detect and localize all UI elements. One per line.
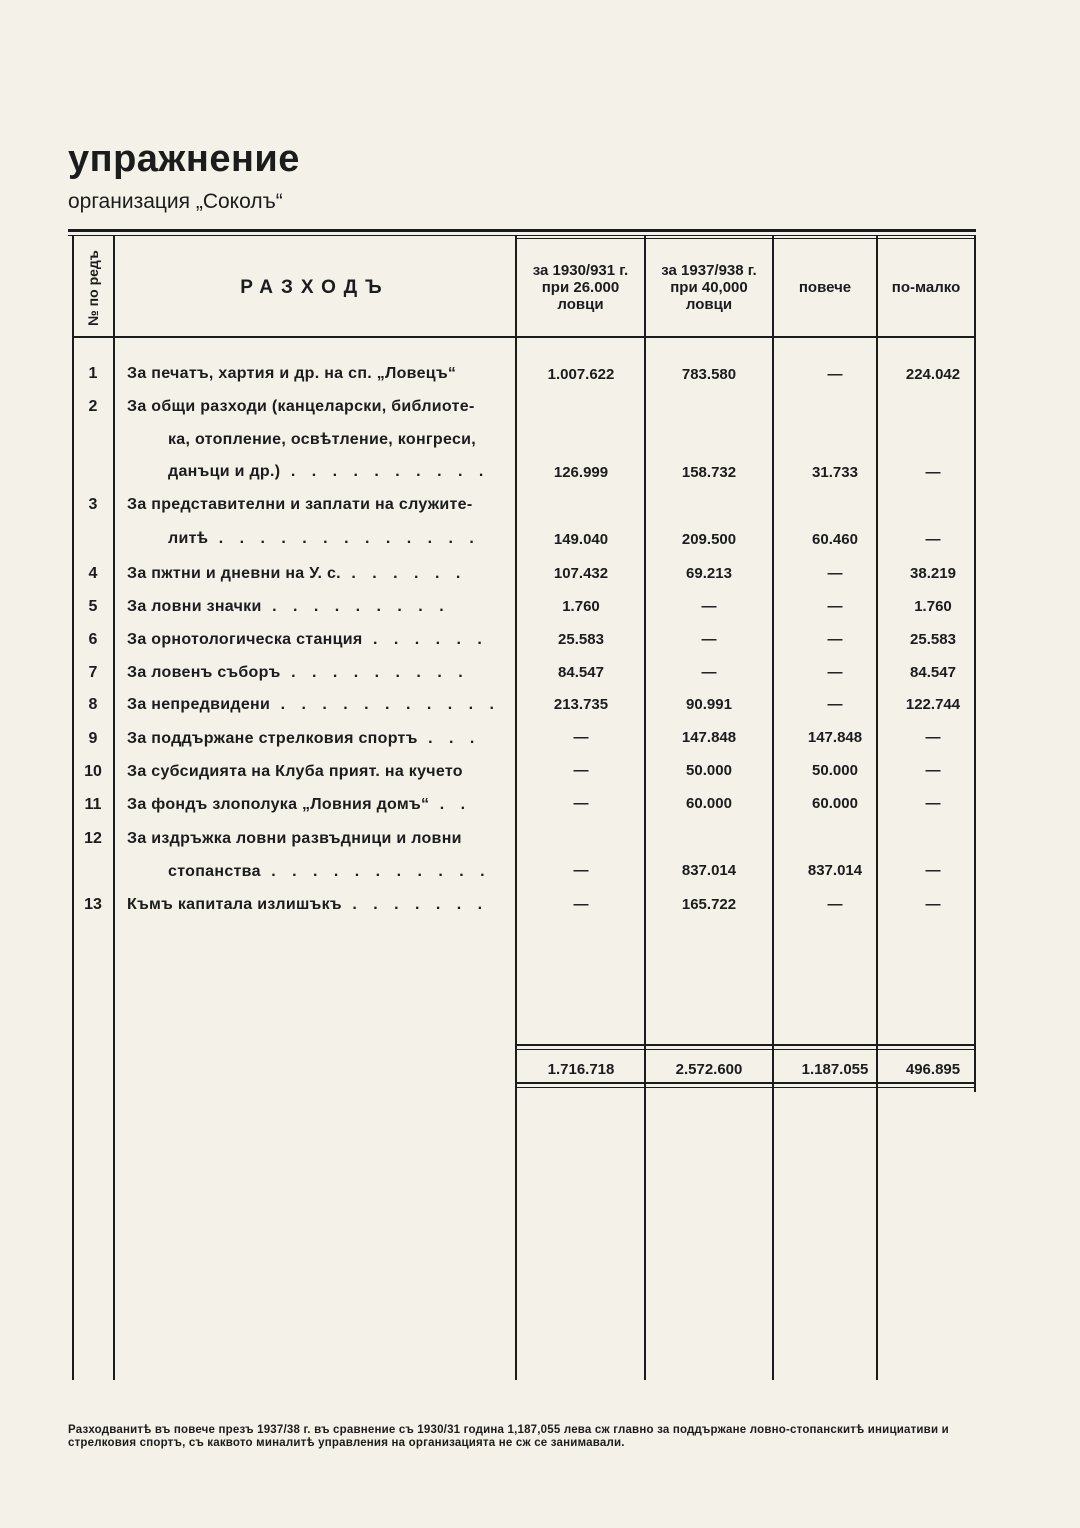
row-value-less: 224.042 — [905, 366, 961, 383]
col-divider-desc — [515, 236, 517, 1380]
row-value-1930: — — [573, 862, 589, 879]
row-description: За субсидията на Клуба прият. на кучето — [127, 763, 463, 780]
row-number: 6 — [88, 631, 98, 648]
row-number: 12 — [84, 830, 102, 847]
row-value-more: — — [827, 565, 843, 582]
row-description-cont: данъци и др.) . . . . . . . . . . — [168, 463, 490, 480]
row-value-less: — — [925, 795, 941, 812]
total-more: 1.187.055 — [801, 1061, 869, 1078]
row-value-more: 31.733 — [812, 464, 858, 481]
totals-top-rule — [516, 1044, 976, 1046]
row-value-more: 147.848 — [807, 729, 863, 746]
row-value-1930: — — [573, 729, 589, 746]
row-number: 1 — [88, 365, 98, 382]
row-value-less: — — [925, 762, 941, 779]
row-value-more: 60.460 — [812, 531, 858, 548]
row-value-1930: 149.040 — [553, 531, 609, 548]
row-value-1930: 25.583 — [558, 631, 604, 648]
row-number: 4 — [88, 565, 98, 582]
footnote: Разходванитѣ въ повече презъ 1937/38 г. въ сравнение съ 1930/31 година 1,187,055 лева сж главно за поддържане ловно-стопанскитѣ инициативи и стрелковия спортъ, съ каквото миналитѣ управления на организацията не сж се занимавали. — [68, 1424, 949, 1449]
table-top-rule-thin — [68, 235, 976, 236]
row-value-1937: 165.722 — [681, 896, 737, 913]
row-number: 9 — [88, 730, 98, 747]
row-description: За издръжка ловни развъдници и ловни — [127, 830, 462, 847]
header-no: № по редъ — [85, 249, 102, 326]
row-number: 5 — [88, 598, 98, 615]
row-value-more: — — [827, 696, 843, 713]
totals-bottom-rule — [516, 1082, 976, 1084]
row-value-more: — — [827, 598, 843, 615]
header-col2: за 1937/938 г. при 40,000 ловци — [661, 262, 757, 313]
row-description: За фондъ злополука „Ловния домъ“ . . — [127, 796, 472, 813]
row-description-cont: ка, отопление, освѣтление, конгреси, — [168, 431, 477, 448]
row-description: За ловенъ съборъ . . . . . . . . . — [127, 664, 469, 681]
row-value-1937: — — [701, 598, 717, 615]
row-value-1930: — — [573, 896, 589, 913]
totals-bottom-rule-thin — [516, 1087, 976, 1088]
row-value-more: — — [827, 631, 843, 648]
row-value-more: 60.000 — [812, 795, 858, 812]
row-value-less: — — [925, 531, 941, 548]
row-value-less: 122.744 — [905, 696, 961, 713]
row-value-1930: 107.432 — [553, 565, 609, 582]
header-col1: за 1930/931 г. при 26.000 ловци — [532, 262, 629, 313]
header-top-rule-right — [516, 238, 976, 239]
row-value-1937: 158.732 — [681, 464, 737, 481]
row-value-more: 50.000 — [812, 762, 858, 779]
row-value-1930: 126.999 — [553, 464, 609, 481]
col-divider-no — [113, 236, 115, 1380]
row-value-1937: 60.000 — [686, 795, 732, 812]
row-number: 11 — [84, 796, 102, 813]
row-description: За ловни значки . . . . . . . . . — [127, 598, 450, 615]
row-value-less: 25.583 — [910, 631, 956, 648]
row-value-1930: 84.547 — [558, 664, 604, 681]
total-less: 496.895 — [905, 1061, 961, 1078]
row-description: За печатъ, хартия и др. на сп. „Ловецъ“ — [127, 365, 457, 382]
row-number: 8 — [88, 696, 98, 713]
row-value-1930: — — [573, 795, 589, 812]
row-description-cont: литѣ . . . . . . . . . . . . . — [168, 530, 480, 547]
row-value-less: — — [925, 464, 941, 481]
header-col3: повече — [798, 279, 852, 296]
row-description: Къмъ капитала излишъкъ . . . . . . . — [127, 896, 489, 913]
row-value-1937: 69.213 — [686, 565, 732, 582]
totals-top-rule-thin — [516, 1049, 976, 1050]
row-description: За общи разходи (канцеларски, библиоте- — [127, 398, 475, 415]
header-col4: по-малко — [891, 279, 961, 296]
page-subtitle: организация „Соколъ“ — [68, 190, 283, 213]
row-description: За непредвидени . . . . . . . . . . . — [127, 696, 500, 713]
row-value-less: 1.760 — [914, 598, 952, 615]
row-description: За орнотологическа станция . . . . . . — [127, 631, 488, 648]
row-value-less: 84.547 — [910, 664, 956, 681]
row-value-1937: 50.000 — [686, 762, 732, 779]
row-value-1937: 209.500 — [681, 531, 737, 548]
row-number: 3 — [88, 496, 98, 513]
row-value-less: 38.219 — [910, 565, 956, 582]
row-value-more: 837.014 — [807, 862, 863, 879]
total-1930: 1.716.718 — [547, 1061, 615, 1078]
row-value-more: — — [827, 366, 843, 383]
row-value-1930: 1.007.622 — [547, 366, 615, 383]
row-number: 13 — [84, 896, 102, 913]
row-value-more: — — [827, 664, 843, 681]
row-number: 10 — [84, 763, 102, 780]
total-1937: 2.572.600 — [675, 1061, 743, 1078]
row-description: За пжтни и дневни на У. с. . . . . . . — [127, 565, 467, 582]
row-number: 7 — [88, 664, 98, 681]
row-value-1937: — — [701, 631, 717, 648]
row-number: 2 — [88, 398, 98, 415]
row-value-1930: 213.735 — [553, 696, 609, 713]
row-value-less: — — [925, 896, 941, 913]
table-top-rule — [68, 229, 976, 232]
header-main: РАЗХОДЪ — [240, 277, 390, 298]
row-value-more: — — [827, 896, 843, 913]
row-value-1930: — — [573, 762, 589, 779]
row-value-1937: 147.848 — [681, 729, 737, 746]
row-description: За поддържане стрелковия спортъ . . . — [127, 730, 481, 747]
header-bottom-rule — [73, 336, 976, 338]
row-value-1937: 783.580 — [681, 366, 737, 383]
row-description: За представителни и заплати на служите- — [127, 496, 473, 513]
row-value-less: — — [925, 729, 941, 746]
row-value-1937: — — [701, 664, 717, 681]
row-value-1937: 90.991 — [686, 696, 732, 713]
row-value-1937: 837.014 — [681, 862, 737, 879]
row-value-1930: 1.760 — [562, 598, 600, 615]
row-description-cont: стопанства . . . . . . . . . . . — [168, 863, 491, 880]
row-value-less: — — [925, 862, 941, 879]
page-title: упражнение — [68, 138, 300, 180]
